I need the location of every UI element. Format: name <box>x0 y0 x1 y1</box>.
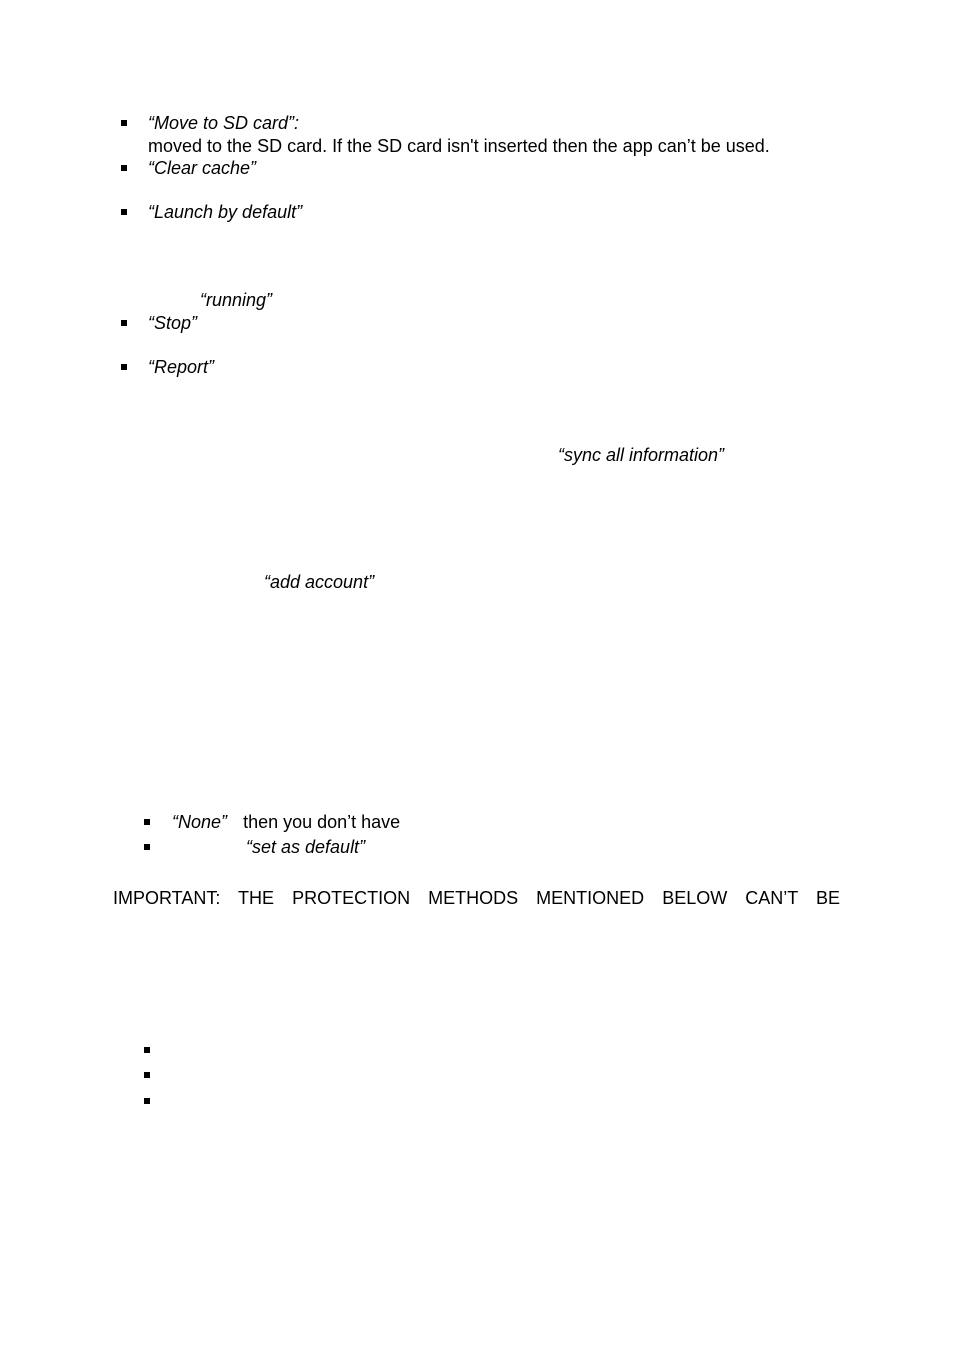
none-option-line <box>172 811 400 833</box>
stop-label: “Stop” <box>148 313 198 333</box>
set-as-default-label: “set as default” <box>246 837 366 857</box>
bullet-marker <box>144 1072 150 1078</box>
move-to-sd-description: moved to the SD card. If the SD card isn't inserted then the app can’t be used. <box>148 136 770 156</box>
running-label: “running” <box>200 290 273 310</box>
bullet-marker <box>121 209 127 215</box>
report-label: “Report” <box>148 357 215 377</box>
none-label: “None” <box>172 812 228 832</box>
bullet-marker <box>121 320 127 326</box>
bullet-marker <box>144 819 150 825</box>
bullet-marker <box>144 1047 150 1053</box>
none-description: then you don’t have <box>243 812 401 832</box>
bullet-marker <box>144 1098 150 1104</box>
important-notice: IMPORTANT: THE PROTECTION METHODS MENTIONED BELOW CAN’T BE <box>113 888 840 908</box>
move-to-sd-label: “Move to SD card”: <box>148 113 300 133</box>
sync-all-information-label: “sync all information” <box>558 445 725 465</box>
bullet-marker <box>121 165 127 171</box>
bullet-marker <box>144 844 150 850</box>
bullet-marker <box>121 120 127 126</box>
add-account-label: “add account” <box>264 572 375 592</box>
bullet-marker <box>121 364 127 370</box>
clear-cache-label: “Clear cache” <box>148 158 257 178</box>
launch-by-default-label: “Launch by default” <box>148 202 303 222</box>
